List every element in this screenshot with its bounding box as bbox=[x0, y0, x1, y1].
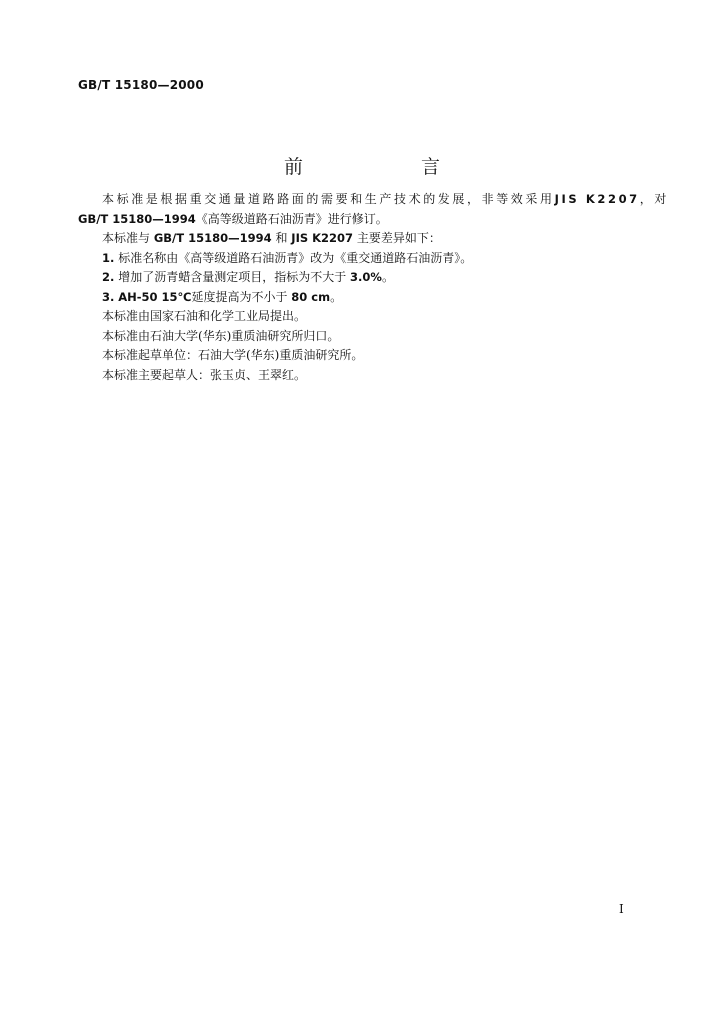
paragraph-1-reference-code: JIS K2207 bbox=[554, 192, 640, 206]
paragraph-2-text: 本标准与 bbox=[102, 231, 151, 245]
paragraph-2 bbox=[78, 229, 638, 249]
paragraph-1-standard-code: GB/T 15180—1994 bbox=[78, 211, 196, 226]
paragraph-2-text-end: 主要差异如下： bbox=[356, 231, 441, 245]
paragraph-drafters: 本标准主要起草人：张玉贞、王翠红。 bbox=[102, 367, 307, 382]
paragraph-centralized-unit: 本标准由石油大学(华东)重质油研究所归口。 bbox=[102, 328, 340, 343]
paragraph-1-line-2 bbox=[78, 210, 638, 230]
page-number: I bbox=[619, 902, 624, 916]
difference-item-3 bbox=[78, 288, 638, 308]
difference-item-1-text: 标准名称由《高等级道路石油沥青》改为《重交通道路石油沥青》。 bbox=[118, 250, 473, 265]
difference-item-3-number: 3. bbox=[102, 289, 115, 304]
paragraph-1-text-continued: 《高等级道路石油沥青》进行修订。 bbox=[195, 211, 388, 226]
difference-item-2-value: 3.0% bbox=[350, 270, 382, 284]
difference-item-2-text: 增加了沥青蜡含量测定项目，指标为不大于 bbox=[118, 270, 347, 284]
difference-item-3-grade: AH-50 15℃ bbox=[118, 289, 192, 304]
difference-item-3-text-end: 。 bbox=[330, 289, 343, 304]
paragraph-2-standard-code: GB/T 15180—1994 bbox=[153, 231, 272, 245]
difference-item-2-number: 2. bbox=[102, 270, 115, 284]
paragraph-1-text-end: ，对 bbox=[639, 192, 669, 206]
standard-code-header: GB/T 15180—2000 bbox=[78, 78, 204, 92]
paragraph-1-text: 本标准是根据重交通量道路路面的需要和生产技术的发展，非等效采用 bbox=[102, 192, 555, 206]
paragraph-proposer: 本标准由国家石油和化学工业局提出。 bbox=[102, 309, 307, 323]
paragraph-2-reference-code: JIS K2207 bbox=[291, 231, 354, 245]
paragraph-1-line-1 bbox=[78, 190, 669, 210]
paragraph-drafting-unit: 本标准起草单位：石油大学(华东)重质油研究所。 bbox=[102, 348, 364, 362]
foreword-body bbox=[78, 190, 669, 385]
difference-item-1-number: 1. bbox=[102, 250, 115, 265]
paragraph-2-text-mid: 和 bbox=[275, 231, 288, 245]
difference-item-3-text: 延度提高为不小于 bbox=[191, 289, 288, 304]
difference-item-2 bbox=[78, 268, 638, 288]
page-title: 前 言 bbox=[283, 156, 497, 178]
difference-item-1 bbox=[78, 249, 638, 269]
difference-item-2-text-end: 。 bbox=[381, 270, 394, 284]
difference-item-3-value: 80 cm bbox=[291, 289, 331, 304]
